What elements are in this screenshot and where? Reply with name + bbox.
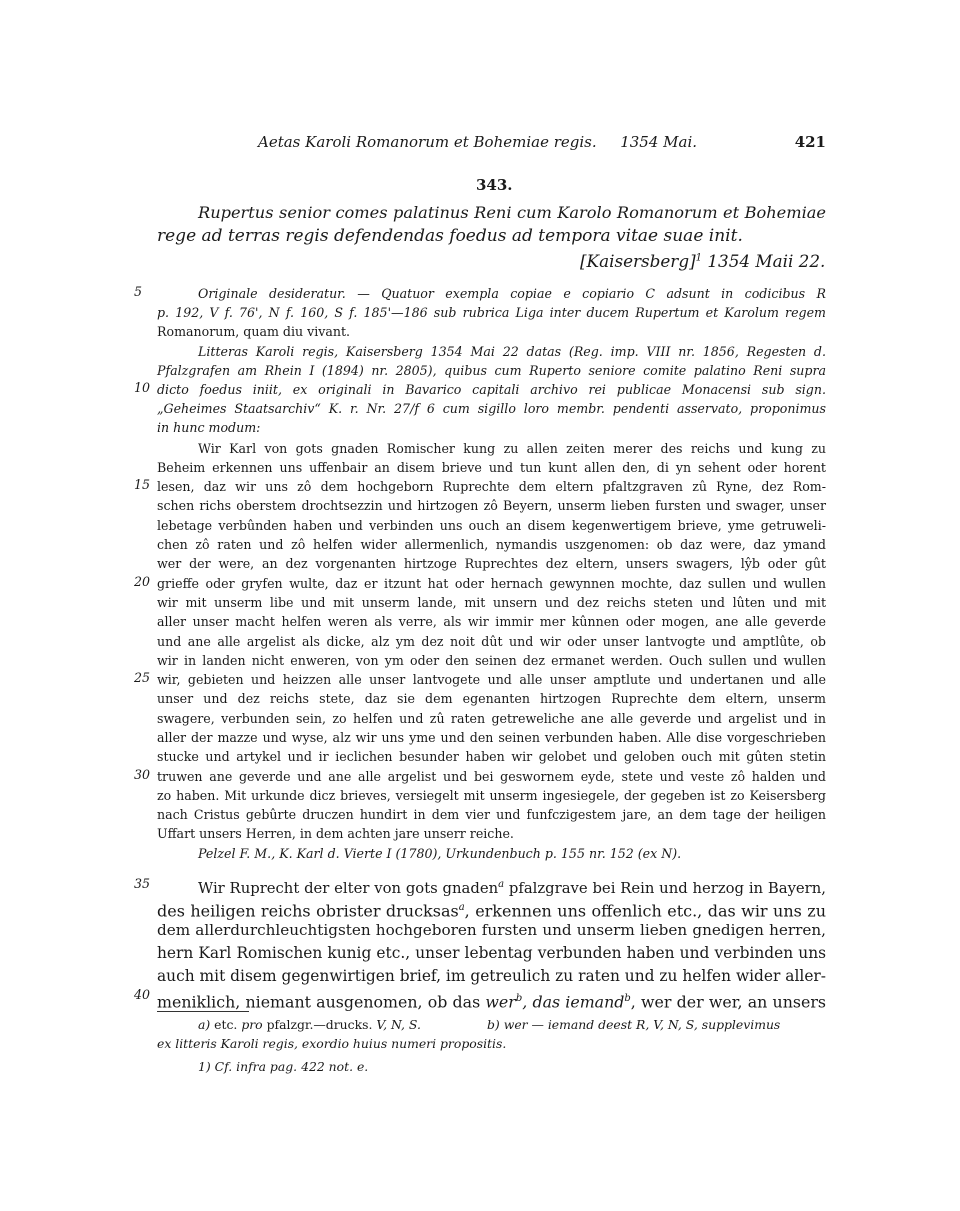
main-text-segment: , erkennen uns offenlich etc., das wir uns zu <box>464 901 826 921</box>
main-text-line <box>157 919 826 942</box>
footnote-text: deest R, V, N, S, supplevimus <box>598 1017 781 1032</box>
apparatus-line <box>157 303 826 322</box>
karl-text-line <box>157 496 826 515</box>
main-text-italic: das iemand <box>532 992 625 1012</box>
main-text-segment: Wir Ruprecht der elter von gots gnaden <box>198 879 499 897</box>
citation: Pelzel F. M., K. Karl d. Vierte I (1780), Urkundenbuch p. 155 nr. 152 (ex N). <box>198 846 682 861</box>
main-text-segment: des heiligen reichs obrister drucksas <box>157 901 459 921</box>
karl-text: unser und dez reichs stete, daz sie dem egenanten hirtzogen Ruprechte dem eltern, unserm <box>157 691 826 706</box>
karl-text: Wir Karl von gots gnaden Romischer kung zu allen zeiten merer des reichs und kung zu <box>198 441 826 456</box>
apparatus-text: Litteras Karoli regis, Kaisersberg 1354 Mai 22 datas (Reg. imp. VIII nr. 1856, Regesten d. <box>198 344 826 359</box>
margin-number: 15 <box>134 477 151 492</box>
apparatus-text: „Geheimes Staatsarchiv“ K. r. Nr. 27/f 6 cum sigillo loro membr. pendenti asservato, proponimus <box>157 401 826 416</box>
karl-text-line <box>157 805 826 824</box>
karl-text-line <box>157 593 826 612</box>
page-number: 421 <box>794 133 826 151</box>
footnote-b-continued: ex litteris Karoli regis, exordio huius numeri propositis. <box>157 1036 507 1051</box>
main-text-line <box>157 942 826 965</box>
karl-text-line <box>157 554 826 573</box>
karl-text: wer der were, an dez vorgenanten hirtzoge Ruprechtes dez eltern, unsers swagers, lŷb oder gût <box>157 556 826 571</box>
karl-text: lesen, daz wir uns zô dem hochgeborn Ruprechte dem eltern pfaltzgraven zû Ryne, dez Rom- <box>157 479 826 494</box>
apparatus-text: Originale desideratur. — Quatuor exempla copiae e copiario C adsunt in codicibus R <box>198 286 826 301</box>
main-text <box>157 987 826 1013</box>
karl-text-line <box>157 709 826 728</box>
footnote-text: etc. <box>210 1017 242 1032</box>
karl-text: und ane alle argelist als dicke, alz ym dez noit dût und wir oder unser lantvogte und amptlûte, ob <box>157 634 826 649</box>
karl-text-line <box>157 670 826 689</box>
karl-text-line <box>157 767 826 786</box>
karl-text: wir mit unserm libe und mit unserm lande, mit unsern und dez reichs steten und lûten und mit <box>157 595 826 610</box>
apparatus-line: Romanorum, quam diu vivant. <box>157 324 351 339</box>
regest-line-2: rege ad terras regis defendendas foedus ad tempora vitae suae init. <box>157 226 743 246</box>
footnote-text: pro <box>241 1017 263 1032</box>
footnote-b <box>487 1017 780 1032</box>
footnote-text: pfalzgr.—drucks. <box>262 1017 377 1032</box>
footnote-marker: b <box>515 993 523 1004</box>
margin-number: 40 <box>134 987 151 1002</box>
footnote-1: 1) Cf. infra pag. 422 not. e. <box>198 1059 369 1074</box>
main-text: hern Karl Romischen kunig etc., unser lebentag verbunden haben und verbinden uns <box>157 944 826 962</box>
footnote-marker: a <box>498 879 505 890</box>
margin-number: 35 <box>134 876 151 891</box>
karl-text-line: Uffart unsers Herren, in dem achten jare unserr reiche. <box>157 826 514 841</box>
apparatus-line <box>157 361 826 380</box>
karl-text-line <box>157 458 826 477</box>
karl-text-line <box>157 535 826 554</box>
apparatus-text: p. 192, V f. 76', N f. 160, S f. 185'—186 sub rubrica Liga inter ducem Rupertum et Karolum regem <box>157 305 826 320</box>
place-note-marker: 1 <box>695 252 702 264</box>
karl-text: swagere, verbunden sein, zo helfen und zû raten getreweliche ane alle geverde und argelist und in <box>157 711 826 726</box>
footnote-a <box>198 1017 421 1032</box>
karl-text: grieffe oder gryfen wulte, daz er itzunt hat oder hernach gewynnen mochte, daz sullen und wullen <box>157 576 826 591</box>
karl-text-line <box>157 786 826 805</box>
running-title <box>258 133 697 151</box>
regest-line-1-text: Rupertus senior comes palatinus Reni cum Karolo Romanorum et Bohemiae <box>198 203 826 222</box>
footnote-text: V, N, S. <box>376 1017 421 1032</box>
karl-text: aller der mazze und wyse, alz wir uns yme und den seinen verbunden haben. Alle dise vorgeschrieben <box>157 730 826 745</box>
karl-text: nach Cristus gebûrte druczen hundirt in dem vier und funfczigestem jare, an dem tage der heiligen <box>157 807 826 822</box>
margin-number: 10 <box>134 380 151 395</box>
main-text: auch mit disem gegenwirtigen brief, im getreulich zu raten und zu helfen wider aller- <box>157 967 826 985</box>
karl-text: aller unser macht helfen weren als verre, als wir immir mer kûnnen oder mogen, ane alle geverde <box>157 614 826 629</box>
main-text: dem allerdurchleuchtigsten hochgeboren fursten und unserm lieben gnedigen herren, <box>157 921 826 939</box>
footnote-marker: a <box>458 902 465 913</box>
main-text-segment: , wer der wer, an unsers <box>630 992 827 1012</box>
footnote-text: wer — iemand <box>499 1017 599 1032</box>
apparatus-text: dicto foedus iniit, ex originali in Bavarico capitali archivo rei publicae Monacensi sub sign. <box>157 382 826 397</box>
place-date <box>580 251 825 271</box>
karl-text: wir, gebieten und heizzen alle unser lantvogete und alle unser amptlute und undertanen und alle <box>157 672 826 687</box>
regest-line-1 <box>198 203 826 222</box>
karl-text: zo haben. Mit urkunde dicz brieves, versiegelt mit unserm ingesiegele, der gegeben ist zo Keisersberg <box>157 788 826 803</box>
karl-text: schen richs oberstem drochtsezzin und hirtzogen zô Beyern, unserm lieben fursten und swager, unser <box>157 498 826 513</box>
karl-text-line <box>157 477 826 496</box>
main-text-segment: , <box>522 992 533 1012</box>
karl-text: truwen ane geverde und ane alle argelist und bei geswornem eyde, stete und veste zô halden und <box>157 769 826 784</box>
place: [Kaisersberg] <box>580 251 696 271</box>
apparatus-text: Pfalzgrafen am Rhein I (1894) nr. 2805), quibus cum Ruperto seniore comite palatino Reni supra <box>157 363 826 378</box>
main-text-italic: wer <box>485 992 516 1012</box>
apparatus-line <box>157 380 826 399</box>
karl-text-line <box>157 574 826 593</box>
karl-text-line <box>157 651 826 670</box>
karl-text: Beheim erkennen uns uffenbair an disem brieve und tun kunt allen den, di yn sehent oder horent <box>157 460 826 475</box>
margin-number: 25 <box>134 670 151 685</box>
document-date: 1354 Maii 22. <box>707 251 826 271</box>
main-text-segment: pfalzgrave bei Rein und herzog in Bayern, <box>504 879 826 897</box>
document-number: 343. <box>476 176 513 194</box>
margin-number: 20 <box>134 574 151 589</box>
margin-number: 5 <box>134 284 143 299</box>
running-date: 1354 Mai. <box>620 133 698 151</box>
main-text-line <box>157 987 826 1013</box>
apparatus-line <box>198 284 826 303</box>
footnote-label: a) <box>198 1017 211 1032</box>
karl-text-line <box>157 728 826 747</box>
karl-text: chen zô raten und zô helfen wider allermenlich, nymandis uszgenomen: ob daz were, daz ymand <box>157 537 826 552</box>
margin-number: 30 <box>134 767 151 782</box>
apparatus-line <box>157 399 826 418</box>
karl-text: stucke und artykel und ir ieclichen besunder haben wir gelobet und geloben ouch mit gûten stetin <box>157 749 826 764</box>
running-title-text: Aetas Karoli Romanorum et Bohemiae regis. <box>258 133 597 151</box>
main-text-segment: meniklich, niemant ausgenomen, ob das <box>157 992 486 1012</box>
footnote-label: b) <box>487 1017 500 1032</box>
karl-text-line <box>157 689 826 708</box>
karl-text-line <box>157 516 826 535</box>
apparatus-line: in hunc modum: <box>157 420 261 435</box>
karl-text-line <box>157 632 826 651</box>
karl-text-line <box>157 747 826 766</box>
main-text-line <box>157 965 826 988</box>
footnote-marker: b <box>624 993 631 1004</box>
karl-text: wir in landen nicht enweren, von ym oder den seinen dez ermanet werden. Ouch sullen und wullen <box>157 653 826 668</box>
karl-text-line <box>198 439 826 458</box>
footnote-rule <box>157 1011 249 1012</box>
apparatus-line <box>198 342 826 361</box>
karl-text-line <box>157 612 826 631</box>
karl-text: lebetage verbûnden haben und verbinden uns ouch an disem kegenwertigem brieve, yme getruweli- <box>157 518 826 533</box>
